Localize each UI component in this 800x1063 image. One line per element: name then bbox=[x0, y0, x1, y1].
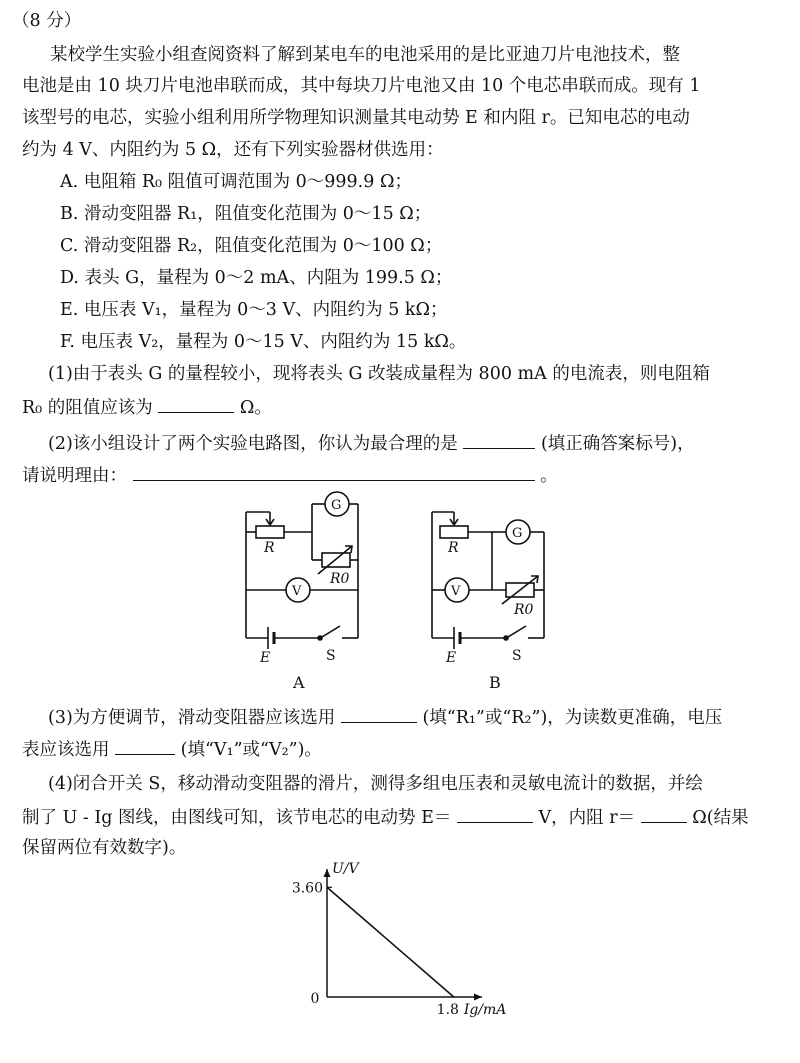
q4-line-1: (4)闭合开关 S，移动滑动变阻器的滑片，测得多组电压表和灵敏电流计的数据，并绘 bbox=[48, 774, 703, 794]
y-axis-arrow bbox=[324, 869, 331, 877]
q2-line-2 bbox=[22, 462, 558, 488]
q1-unit: Ω。 bbox=[239, 398, 272, 418]
q2-reason-blank[interactable] bbox=[133, 462, 535, 481]
q4-prompt: 制了 U - Ig 图线，由图线可知，该节电芯的电动势 E＝ bbox=[22, 808, 452, 828]
circuit-a-box-label: R0 bbox=[330, 571, 350, 587]
q4-resistance-blank[interactable] bbox=[641, 804, 687, 823]
q2-reason-label: 请说明理由： bbox=[22, 466, 127, 486]
q1-answer-blank[interactable] bbox=[158, 394, 234, 413]
intro-line-4: 约为 4 V、内阻约为 5 Ω，还有下列实验器材供选用： bbox=[22, 140, 444, 160]
circuit-a-rheostat bbox=[256, 526, 284, 538]
q3-hint: (填“R₁”或“R₂”)，为读数更准确，电压 bbox=[422, 708, 723, 728]
y-axis-label: U/V bbox=[332, 861, 359, 877]
score-label: （8 分） bbox=[12, 11, 82, 31]
q3-line-1 bbox=[48, 704, 722, 730]
q4-emf-blank[interactable] bbox=[457, 804, 533, 823]
circuit-a-switch bbox=[322, 626, 340, 637]
circuit-a-voltmeter-label: V bbox=[292, 584, 302, 599]
q2-hint: (填正确答案标号)， bbox=[540, 434, 695, 454]
circuit-a-emf-label: E bbox=[260, 650, 271, 666]
q3-voltmeter-hint: (填“V₁”或“V₂”)。 bbox=[180, 740, 322, 760]
option-b: B. 滑动变阻器 R₁，阻值变化范围为 0～15 Ω； bbox=[60, 204, 432, 224]
circuit-a-galvanometer-label: G bbox=[331, 498, 342, 513]
x-tick-label: 1.8 bbox=[436, 1002, 459, 1018]
circuit-b-switch-label: S bbox=[512, 648, 522, 664]
q2-prompt: (2)该小组设计了两个实验电路图，你认为最合理的是 bbox=[48, 434, 458, 454]
circuit-b-rheostat bbox=[440, 526, 468, 538]
q3-voltmeter-blank[interactable] bbox=[115, 736, 175, 755]
u-ig-line bbox=[327, 887, 454, 997]
circuit-a-label: A bbox=[293, 673, 305, 692]
q1-line-2 bbox=[22, 394, 272, 420]
q2-line-1 bbox=[48, 430, 695, 456]
circuit-diagrams bbox=[0, 490, 800, 700]
q3-prompt: (3)为方便调节，滑动变阻器应该选用 bbox=[48, 708, 336, 728]
q4-line-2 bbox=[22, 804, 749, 830]
q1-prompt: R₀ 的阻值应该为 bbox=[22, 398, 153, 418]
q3-voltmeter-prompt: 表应该选用 bbox=[22, 740, 110, 760]
circuit-b-galvanometer-label: G bbox=[512, 526, 523, 541]
circuit-b-emf-label: E bbox=[446, 650, 457, 666]
q3-rheostat-blank[interactable] bbox=[341, 704, 417, 723]
circuit-a-switch-label: S bbox=[326, 648, 336, 664]
option-d: D. 表头 G，量程为 0～2 mA、内阻为 199.5 Ω； bbox=[60, 268, 453, 288]
x-axis-arrow bbox=[474, 994, 482, 1001]
intro-line-2: 电池是由 10 块刀片电池串联而成，其中每块刀片电池又由 10 个电芯串联而成。现有 1 bbox=[22, 76, 701, 96]
option-a: A. 电阻箱 R₀ 阻值可调范围为 0～999.9 Ω； bbox=[60, 172, 412, 192]
circuit-b-switch bbox=[508, 626, 526, 637]
circuit-b-box-label: R0 bbox=[514, 602, 534, 618]
q4-resistance-prompt: V，内阻 r＝ bbox=[538, 808, 636, 828]
origin-label: 0 bbox=[310, 991, 320, 1007]
circuit-b bbox=[432, 512, 544, 649]
intro-line-1: 某校学生实验小组查阅资料了解到某电车的电池采用的是比亚迪刀片电池技术，整 bbox=[50, 45, 680, 65]
option-e: E. 电压表 V₁，量程为 0～3 V、内阻约为 5 kΩ； bbox=[60, 300, 448, 320]
circuit-b-label: B bbox=[489, 673, 501, 692]
q4-line-3: 保留两位有效数字)。 bbox=[22, 838, 187, 858]
option-f: F. 电压表 V₂，量程为 0～15 V、内阻约为 15 kΩ。 bbox=[60, 332, 467, 352]
x-axis-label: Ig/mA bbox=[463, 1002, 507, 1018]
y-tick-label: 3.60 bbox=[291, 880, 323, 897]
option-c: C. 滑动变阻器 R₂，阻值变化范围为 0～100 Ω； bbox=[60, 236, 443, 256]
circuit-a-rheostat-label: R bbox=[264, 540, 275, 556]
circuit-b-rheostat-label: R bbox=[448, 540, 459, 556]
q2-answer-blank[interactable] bbox=[463, 430, 535, 449]
intro-line-3: 该型号的电芯，实验小组利用所学物理知识测量其电动势 E 和内阻 r。已知电芯的电动 bbox=[22, 108, 690, 128]
circuit-b-voltmeter-label: V bbox=[451, 584, 461, 599]
q2-end: 。 bbox=[540, 466, 558, 486]
q4-note: Ω(结果 bbox=[692, 808, 749, 828]
u-ig-chart bbox=[0, 860, 800, 1060]
q1-line-1: (1)由于表头 G 的量程较小，现将表头 G 改装成量程为 800 mA 的电流表，则电阻箱 bbox=[48, 364, 710, 384]
q3-line-2 bbox=[22, 736, 322, 762]
